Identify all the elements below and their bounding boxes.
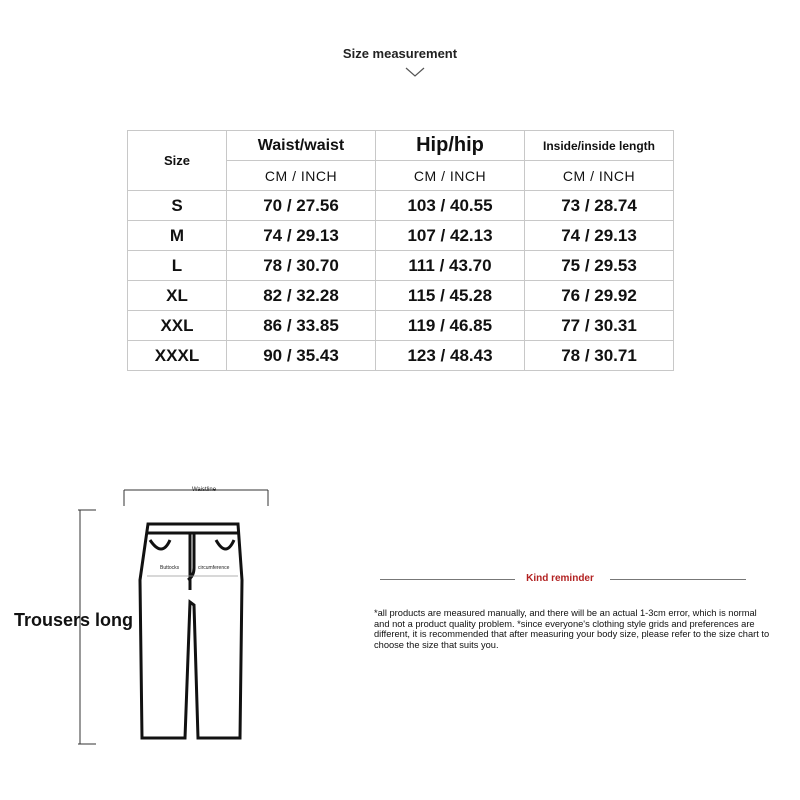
inside-length-cell: 73 / 28.74 [525, 191, 674, 221]
size-table [127, 130, 674, 371]
inside-length-cell: 76 / 29.92 [525, 281, 674, 311]
waist-cell: 86 / 33.85 [227, 311, 376, 341]
size-cell: M [128, 221, 227, 251]
trousers-outline [140, 524, 242, 738]
size-cell: XXXL [128, 341, 227, 371]
inside-length-cell: 77 / 30.31 [525, 311, 674, 341]
waist-cell: 82 / 32.28 [227, 281, 376, 311]
divider-left [380, 579, 515, 580]
size-cell: XL [128, 281, 227, 311]
chevron-down-icon [405, 66, 425, 78]
waistline-label: Waistline [191, 487, 217, 493]
table-row [128, 281, 674, 311]
header-inside-length: Inside/inside length [525, 131, 674, 161]
hip-cell: 115 / 45.28 [376, 281, 525, 311]
table-header-row [128, 131, 674, 161]
waist-cell: 70 / 27.56 [227, 191, 376, 221]
header-size: Size [128, 131, 227, 191]
circumference-label: circumference [198, 565, 230, 571]
size-cell: S [128, 191, 227, 221]
waist-cell: 74 / 29.13 [227, 221, 376, 251]
hip-cell: 103 / 40.55 [376, 191, 525, 221]
header-hip: Hip/hip [376, 131, 525, 161]
size-cell: L [128, 251, 227, 281]
buttocks-label: Buttocks [160, 565, 180, 571]
waist-cell: 78 / 30.70 [227, 251, 376, 281]
hip-cell: 107 / 42.13 [376, 221, 525, 251]
waist-cell: 90 / 35.43 [227, 341, 376, 371]
unit-hip: CM / INCH [376, 161, 525, 191]
hip-cell: 123 / 48.43 [376, 341, 525, 371]
inside-length-cell: 74 / 29.13 [525, 221, 674, 251]
divider-right [610, 579, 746, 580]
table-row [128, 221, 674, 251]
header-waist: Waist/waist [227, 131, 376, 161]
kind-reminder-title: Kind reminder [526, 573, 594, 584]
page-title: Size measurement [342, 46, 458, 61]
unit-inside-length: CM / INCH [525, 161, 674, 191]
table-row [128, 341, 674, 371]
size-cell: XXL [128, 311, 227, 341]
hip-cell: 111 / 43.70 [376, 251, 525, 281]
inside-length-cell: 78 / 30.71 [525, 341, 674, 371]
unit-waist: CM / INCH [227, 161, 376, 191]
reminder-text: *all products are measured manually, and there will be an actual 1-3cm error, which is normal and not a product quality problem. *since everyone's clothing style grids and preferences are different, it is recommended that after measuring your body size, please refer to the size chart to choose the size that suits you. [374, 608, 770, 650]
table-row [128, 251, 674, 281]
table-row [128, 311, 674, 341]
inside-length-cell: 75 / 29.53 [525, 251, 674, 281]
table-row [128, 191, 674, 221]
hip-cell: 119 / 46.85 [376, 311, 525, 341]
trousers-long-label: Trousers long [14, 610, 134, 630]
